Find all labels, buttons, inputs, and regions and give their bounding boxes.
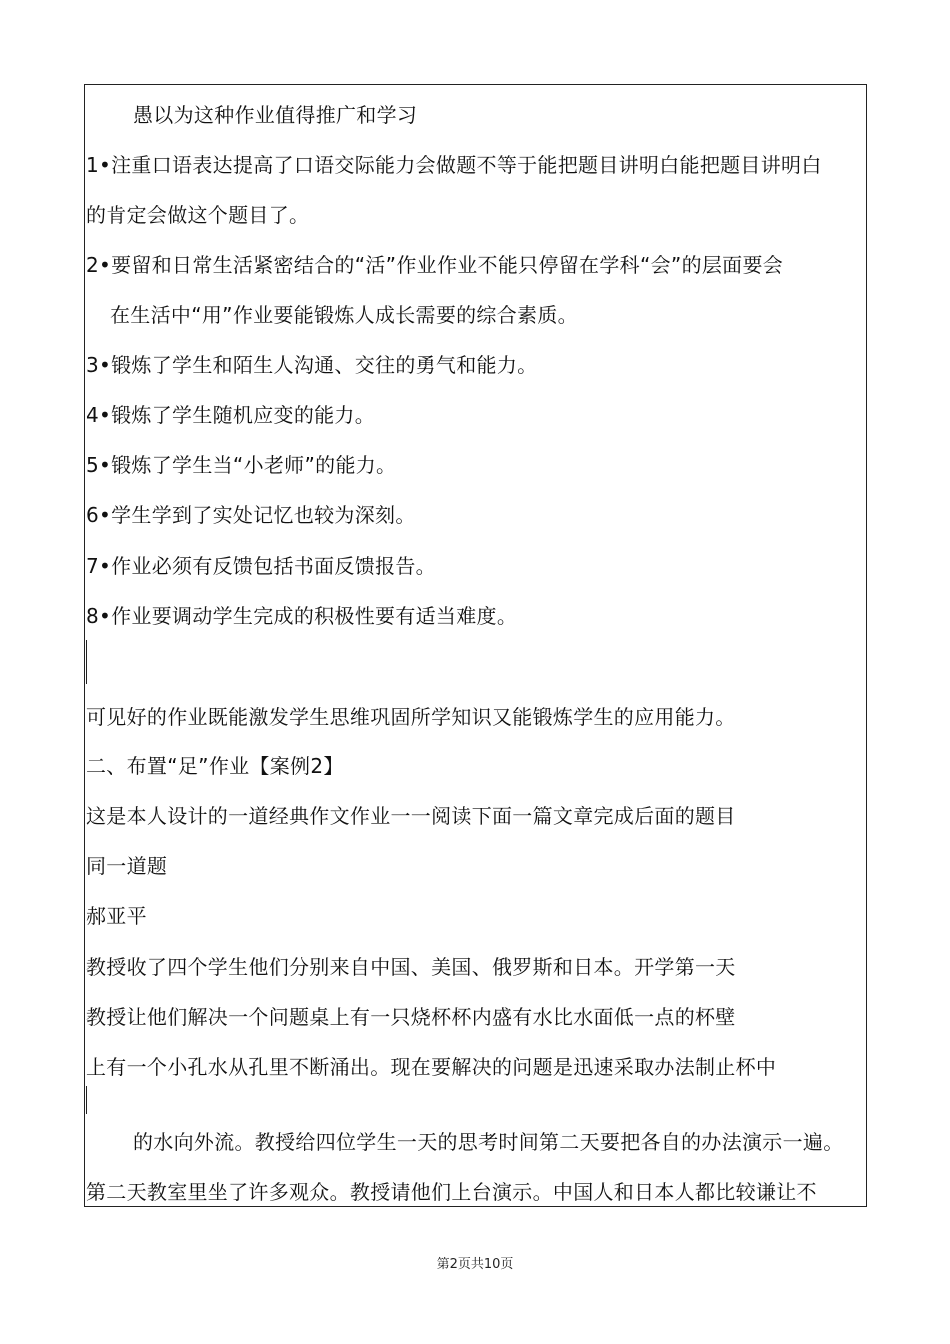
text-line: 7•作业必须有反馈包括书面反馈报告。 [86, 554, 436, 578]
section-heading: 二、布置“足”作业【案例2】 [86, 754, 344, 778]
text-line: 6•学生学到了实处记忆也较为深刻。 [86, 503, 416, 527]
article-title: 同一道题 [86, 854, 168, 878]
text-line: 4•锻炼了学生随机应变的能力。 [86, 403, 376, 427]
margin-mark [86, 640, 87, 684]
text-line: 这是本人设计的一道经典作文作业一一阅读下面一篇文章完成后面的题目 [86, 804, 736, 828]
text-line: 8•作业要调动学生完成的积极性要有适当难度。 [86, 604, 518, 628]
text-line: 教授收了四个学生他们分别来自中国、美国、俄罗斯和日本。开学第一天 [86, 955, 736, 979]
text-line: 第二天教室里坐了许多观众。教授请他们上台演示。中国人和日本人都比较谦让不 [86, 1180, 817, 1204]
text-line: 可见好的作业既能激发学生思维巩固所学知识又能锻炼学生的应用能力。 [86, 705, 736, 729]
text-line: 愚以为这种作业值得推广和学习 [133, 103, 418, 127]
text-line: 2•要留和日常生活紧密结合的“活”作业作业不能只停留在学科“会”的层面要会 [86, 253, 784, 277]
page-footer: 第2页共10页 [436, 1257, 514, 1272]
text-line: 5•锻炼了学生当“小老师”的能力。 [86, 453, 397, 477]
text-line: 上有一个小孔水从孔里不断涌出。现在要解决的问题是迅速采取办法制止杯中 [86, 1055, 777, 1079]
text-line: 1•注重口语表达提高了口语交际能力会做题不等于能把题目讲明白能把题目讲明白 [86, 153, 822, 177]
text-line: 在生活中“用”作业要能锻炼人成长需要的综合素质。 [110, 303, 578, 327]
text-line: 的水向外流。教授给四位学生一天的思考时间第二天要把各自的办法演示一遍。 [133, 1130, 844, 1154]
text-line: 教授让他们解决一个问题桌上有一只烧杯杯内盛有水比水面低一点的杯壁 [86, 1005, 736, 1029]
margin-mark [86, 1086, 87, 1114]
text-line: 的肯定会做这个题目了。 [86, 203, 310, 227]
article-author: 郝亚平 [86, 904, 147, 928]
text-line: 3•锻炼了学生和陌生人沟通、交往的勇气和能力。 [86, 353, 538, 377]
